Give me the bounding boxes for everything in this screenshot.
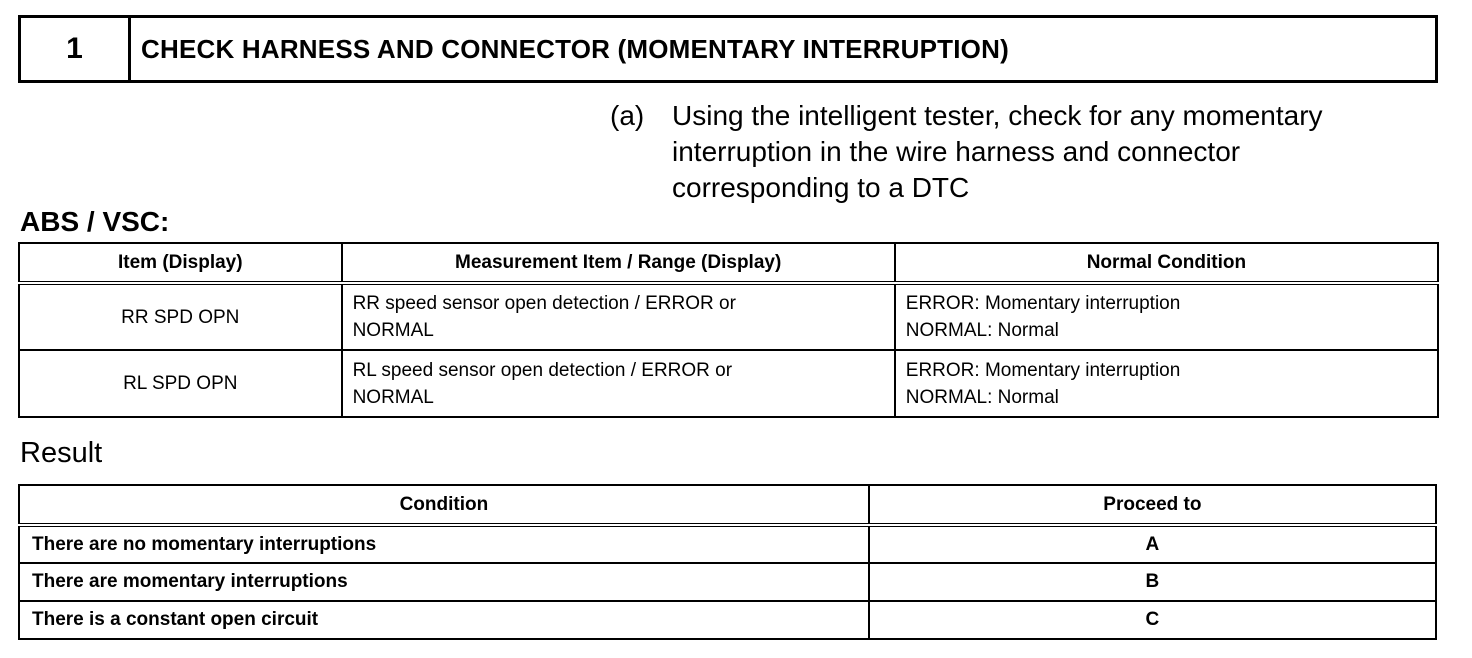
column-header-measurement: Measurement Item / Range (Display) (342, 243, 895, 283)
abs-vsc-title: ABS / VSC: (20, 206, 170, 237)
proceed-cell: B (869, 563, 1436, 601)
instruction-label: (a) (610, 100, 645, 131)
instruction-line: interruption in the wire harness and connector (672, 136, 1241, 167)
item-cell: RR SPD OPN (19, 283, 342, 350)
proceed-cell: C (869, 601, 1436, 639)
column-header-item: Item (Display) (19, 243, 342, 283)
instruction-line: corresponding to a DTC (672, 172, 970, 203)
cell-line: RL speed sensor open detection / ERROR or (352, 359, 733, 381)
table-header-row (19, 485, 1436, 525)
cell-line: NORMAL (352, 320, 434, 341)
result-table (18, 484, 1437, 640)
result-title: Result (20, 437, 103, 469)
proceed-cell: A (869, 525, 1436, 563)
column-header-proceed-to: Proceed to (869, 485, 1436, 525)
instruction-line: Using the intelligent tester, check for any momentary (672, 100, 1323, 131)
abs-vsc-table (18, 242, 1439, 418)
step-number: 1 (21, 18, 131, 80)
instruction (610, 98, 1430, 206)
measurement-cell (342, 283, 895, 350)
measurement-cell (342, 350, 895, 417)
cell-line: NORMAL: Normal (905, 386, 1059, 408)
condition-cell: There is a constant open circuit (19, 601, 869, 639)
table-row (19, 563, 1436, 601)
step-title: CHECK HARNESS AND CONNECTOR (MOMENTARY INTERRUPTION) (141, 33, 1009, 64)
table-header-row (19, 243, 1438, 283)
normal-condition-cell (895, 350, 1438, 417)
cell-line: ERROR: Momentary interruption (905, 359, 1181, 381)
column-header-condition: Condition (19, 485, 869, 525)
cell-line: NORMAL: Normal (905, 320, 1059, 341)
cell-line: ERROR: Momentary interruption (905, 293, 1181, 314)
column-header-normal-condition: Normal Condition (895, 243, 1438, 283)
step-header (18, 15, 1438, 83)
normal-condition-cell (895, 283, 1438, 350)
cell-line: RR speed sensor open detection / ERROR or (352, 293, 736, 314)
item-cell: RL SPD OPN (19, 350, 342, 417)
condition-cell: There are momentary interruptions (19, 563, 869, 601)
table-row (19, 283, 1438, 350)
instruction-text (672, 98, 1430, 206)
cell-line: NORMAL (352, 386, 434, 408)
table-row (19, 601, 1436, 639)
condition-cell: There are no momentary interruptions (19, 525, 869, 563)
table-row (19, 525, 1436, 563)
table-row (19, 350, 1438, 417)
